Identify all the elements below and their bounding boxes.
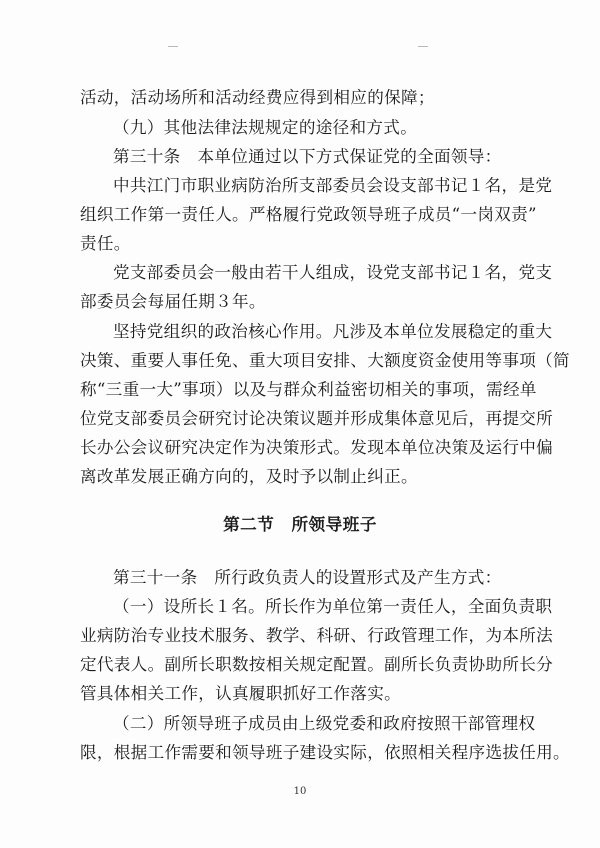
text-line: 业病防治专业技术服务、教学、科研、行政管理工作，为本所法 (80, 626, 554, 645)
text-line: （一）设所长１名。所长作为单位第一责任人，全面负责职 (113, 597, 553, 616)
page-number: 10 (293, 786, 307, 797)
text-line: 限，根据工作需要和领导班子建设实际，依照相关程序选拔任用。 (80, 743, 570, 762)
text-line: 组织工作第一责任人。严格履行党政领导班子成员“一岗双责” (80, 205, 537, 224)
text-line: （九）其他法律法规规定的途径和方式。 (113, 118, 418, 137)
section-heading: 第二节 所领导班子 (223, 514, 377, 534)
text-line: 第三十一条 所行政负责人的设置形式及产生方式： (113, 568, 502, 587)
text-line: 党支部委员会一般由若干人组成，设党支部书记１名，党支 (113, 263, 553, 282)
text-line: 长办公会议研究决定作为决策形式。发现本单位决策及运行中偏 (80, 438, 554, 457)
text-line: （二）所领导班子成员由上级党委和政府按照干部管理权 (113, 714, 536, 733)
text-line: 责任。 (80, 234, 131, 253)
scan-mark-right (418, 46, 428, 47)
text-line: 管具体相关工作，认真履职抓好工作落实。 (80, 684, 401, 703)
text-line: 决策、重要人事任免、重大项目安排、大额度资金使用等事项（简 (80, 351, 570, 370)
text-line: 称“三重一大”事项）以及与群众利益密切相关的事项，需经单 (80, 380, 537, 399)
text-line: 离改革发展正确方向的，及时予以制止纠正。 (80, 467, 418, 486)
text-line: 坚持党组织的政治核心作用。凡涉及本单位发展稳定的重大 (113, 322, 553, 341)
text-line: 部委员会每届任期３年。 (80, 292, 266, 311)
text-line: 活动，活动场所和活动经费应得到相应的保障； (80, 88, 435, 107)
text-line: 第三十条 本单位通过以下方式保证党的全面领导： (113, 147, 502, 166)
text-line: 位党支部委员会研究讨论决策议题并形成集体意见后，再提交所 (80, 409, 554, 428)
text-line: 定代表人。副所长职数按相关规定配置。副所长负责协助所长分 (80, 655, 554, 674)
text-line: 中共江门市职业病防治所支部委员会设支部书记１名，是党 (113, 176, 553, 195)
scan-mark-left (168, 46, 178, 47)
